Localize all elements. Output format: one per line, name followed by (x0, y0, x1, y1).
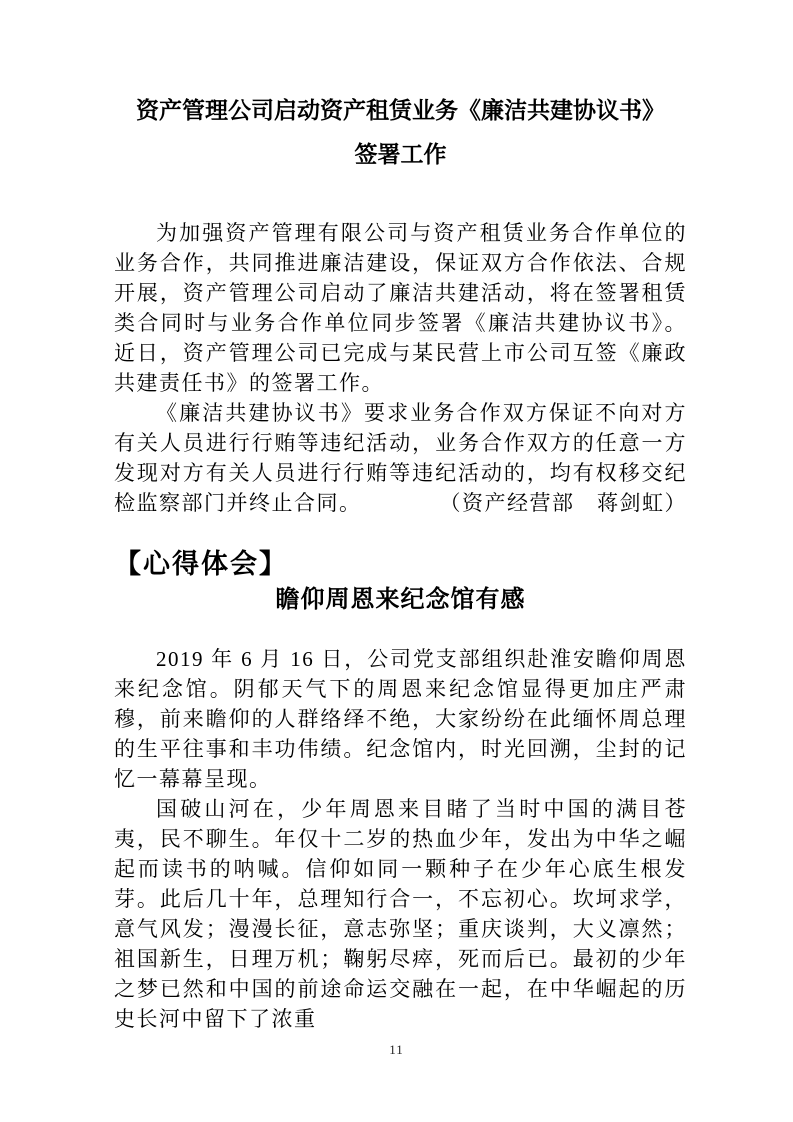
article2-paragraph-2 (114, 794, 687, 1034)
article2-paragraph-1 (114, 644, 687, 794)
paragraph-text: 为加强资产管理有限公司与资产租赁业务合作单位的业务合作，共同推进廉洁建设，保证双方合作依法、合规开展，资产管理公司启动了廉洁共建活动，将在签署租赁类合同时与业务合作单位同步签署《廉洁共建协议书》。近日，资产管理公司已完成与某民营上市公司互签《廉政共建责任书》的签署工作。 (114, 221, 687, 395)
section-header: 【心得体会】 (114, 549, 288, 579)
paragraph-text: 国破山河在，少年周恩来目睹了当时中国的满目苍夷，民不聊生。年仅十二岁的热血少年，发出为中华之崛起而读书的呐喊。信仰如同一颗种子在少年心底生根发芽。此后几十年，总理知行合一，不忘初心。坎坷求学，意气风发；漫漫长征，意志弥坚；重庆谈判，大义凛然；祖国新生，日理万机；鞠躬尽瘁，死而后已。最初的少年之梦已然和中国的前途命运交融在一起，在中华崛起的历史长河中留下了浓重 (114, 797, 687, 1031)
article1-title-line1: 资产管理公司启动资产租赁业务《廉洁共建协议书》 (136, 98, 665, 123)
article1-paragraph-1 (114, 218, 687, 398)
article1-paragraph-2 (114, 398, 687, 518)
paragraph-text: 《廉洁共建协议书》要求业务合作双方保证不向对方有关人员进行行贿等违纪活动，业务合作双方的任意一方发现对方有关人员进行行贿等违纪活动的，均有权移交纪检监察部门并终止合同。 (114, 401, 687, 515)
article1-title (114, 89, 687, 177)
attribution: （资产经营部 蒋剑虹） (439, 491, 687, 515)
page-number: 11 (389, 1042, 404, 1057)
article2-title: 瞻仰周恩来纪念馆有感 (275, 587, 526, 613)
paragraph-text: 2019 年 6 月 16 日，公司党支部组织赴淮安瞻仰周恩来纪念馆。阴郁天气下的周恩来纪念馆显得更加庄严肃穆，前来瞻仰的人群络绎不绝，大家纷纷在此缅怀周总理的生平往事和丰功伟绩。纪念馆内，时光回溯，尘封的记忆一幕幕呈现。 (114, 647, 687, 791)
article1-title-line2: 签署工作 (354, 142, 447, 167)
